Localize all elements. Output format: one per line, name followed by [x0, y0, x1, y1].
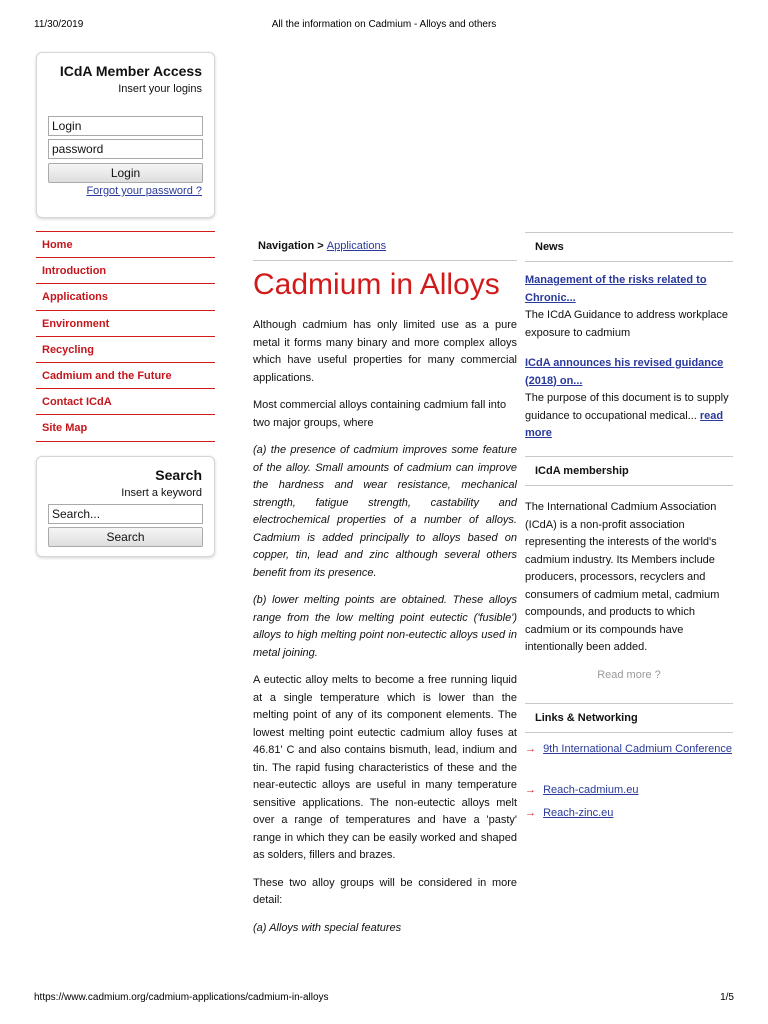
- link-reach-cadmium[interactable]: Reach-cadmium.eu: [543, 784, 639, 796]
- breadcrumb-link-applications[interactable]: Applications: [326, 240, 387, 252]
- page-title: Cadmium in Alloys: [253, 268, 500, 301]
- membership-read-more-link[interactable]: Read more ?: [597, 669, 661, 681]
- links-heading: Links & Networking: [525, 703, 733, 733]
- article-paragraph: (b) lower melting points are obtained. These alloys range from the low melting point eutectic ('fusible') alloys to high melting point non-eutectic alloys used in metal joining.: [253, 594, 517, 659]
- member-access-title: ICdA Member Access: [59, 63, 202, 79]
- member-access-panel: [36, 52, 215, 218]
- search-panel: [36, 456, 215, 557]
- breadcrumb-label: Navigation >: [258, 240, 324, 252]
- link-conference[interactable]: 9th International Cadmium Conference: [543, 743, 733, 755]
- news-item-title[interactable]: ICdA announces his revised guidance (2018) on...: [525, 357, 724, 387]
- password-field[interactable]: password: [48, 139, 203, 159]
- nav-item-future[interactable]: Cadmium and the Future: [36, 363, 215, 389]
- arrow-right-icon: →: [525, 784, 536, 796]
- membership-text: The International Cadmium Association (ICdA) is a non-profit association representing the interests of the world's cadmium industry. Its Members include producers, processors, recyclers and consumers of cadmium metal, cadmium compounds, and products to which cadmium or its compounds have intentionally been added.: [525, 501, 720, 653]
- link-item[interactable]: [525, 805, 735, 823]
- print-title: All the information on Cadmium - Alloys and others: [271, 19, 497, 30]
- article-paragraph: These two alloy groups will be considered in more detail:: [253, 876, 517, 906]
- nav-item-applications[interactable]: Applications: [36, 284, 215, 310]
- nav-item-home[interactable]: Home: [36, 232, 215, 258]
- print-url: https://www.cadmium.org/cadmium-applications/cadmium-in-alloys: [34, 992, 329, 1003]
- print-page-number: 1/5: [720, 992, 734, 1003]
- breadcrumb: [258, 240, 386, 252]
- nav-item-contact[interactable]: Contact ICdA: [36, 389, 215, 415]
- search-button[interactable]: Search: [48, 527, 203, 547]
- nav-item-recycling[interactable]: Recycling: [36, 337, 215, 363]
- article-body: [253, 317, 517, 947]
- breadcrumb-divider: [253, 260, 517, 261]
- member-access-subtitle: Insert your logins: [118, 83, 202, 95]
- news-read-more-link[interactable]: read more: [525, 409, 724, 439]
- article-paragraph: (a) Alloys with special features: [253, 921, 402, 934]
- nav-item-introduction[interactable]: Introduction: [36, 258, 215, 284]
- search-title: Search: [155, 467, 202, 483]
- news-heading: News: [525, 232, 733, 262]
- login-field[interactable]: Login: [48, 116, 203, 136]
- news-item-title[interactable]: Management of the risks related to Chronic...: [525, 274, 707, 304]
- article-paragraph: Although cadmium has only limited use as a pure metal it forms many binary and more complex alloys which have useful properties for many commercial applications.: [253, 319, 517, 384]
- arrow-right-icon: →: [525, 743, 536, 755]
- login-button[interactable]: Login: [48, 163, 203, 183]
- article-paragraph: (a) the presence of cadmium improves some feature of the alloy. Small amounts of cadmium can improve the hardness and wear resistance, mechanical strength, fatigue strength, castability and electrochemical properties of a number of alloys. Cadmium is added principally to alloys based on copper, tin, lead and zinc although several others benefit from its presence.: [253, 444, 517, 579]
- article-paragraph: A eutectic alloy melts to become a free running liquid at a single temperature which is lower than the melting point of any of its component elements. The lowest melting point eutectic cadmium alloy fuses at 46.81' C and also contains bismuth, lead, indium and tin. The rapid fusing characteristics of these and the near-eutectic alloys are useful in many temperature sensitive applications. The non-eutectic alloys melt over a range of temperatures and have a 'pasty' range in which they can be easily worked and shaped as solders, fillers and brazes.: [253, 674, 517, 861]
- forgot-password-link[interactable]: Forgot your password ?: [86, 185, 202, 197]
- news-item: [525, 355, 735, 443]
- link-item[interactable]: [525, 782, 735, 800]
- search-input[interactable]: Search...: [48, 504, 203, 524]
- main-nav: [36, 231, 215, 442]
- nav-item-environment[interactable]: Environment: [36, 311, 215, 337]
- nav-item-site-map[interactable]: Site Map: [36, 415, 215, 441]
- news-item-text: The purpose of this document is to supply guidance to occupational medical...: [525, 392, 729, 422]
- article-paragraph: Most commercial alloys containing cadmium fall into two major groups, where: [253, 399, 507, 429]
- news-item-text: The ICdA Guidance to address workplace exposure to cadmium: [525, 309, 729, 339]
- news-item: [525, 272, 735, 342]
- membership-heading: ICdA membership: [525, 456, 733, 486]
- search-subtitle: Insert a keyword: [121, 487, 202, 499]
- print-date: 11/30/2019: [34, 19, 84, 30]
- link-reach-zinc[interactable]: Reach-zinc.eu: [543, 807, 614, 819]
- arrow-right-icon: →: [525, 807, 536, 819]
- link-item[interactable]: [525, 741, 735, 759]
